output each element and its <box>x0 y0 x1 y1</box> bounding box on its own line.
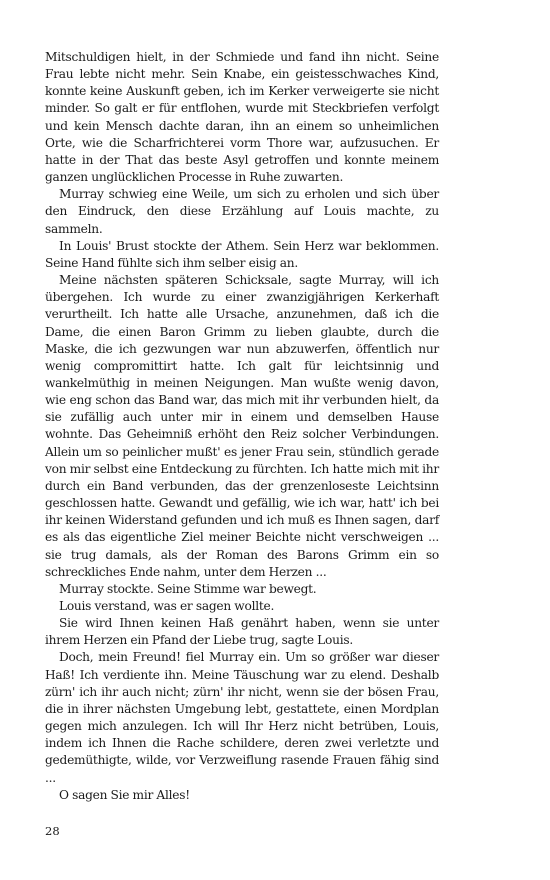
paragraph: Louis verstand, was er sagen wollte. <box>59 599 275 613</box>
paragraph: O sagen Sie mir Alles! <box>59 787 190 802</box>
body-text <box>45 49 439 804</box>
paragraph: Sie wird Ihnen keinen Haß genährt haben, wenn sie unter ihrem Herzen ein Pfand der Liebe trug, sagte Louis. <box>45 616 439 648</box>
paragraph: Doch, mein Freund! fiel Murray ein. Um so größer war dieser Haß! Ich verdiente ihn. Meine Täuschung war zu elend. Deshalb zürn' ich ihr auch nicht; zürn' ihr nicht, wenn sie der bösen Frau, die in ihrer nächsten Umgebung lebt, gestattete, einen Mordplan gegen mich anzulegen. Ich will Ihr Herz nicht betrüben, Louis, indem ich Ihnen die Rache schildere, deren zwei verletzte und gedemüthigte, wilde, vor Verzweiflung rasende Frauen fähig sind ... <box>45 650 439 785</box>
paragraph: Murray stockte. Seine Stimme war bewegt. <box>59 581 317 596</box>
paragraph: Meine nächsten späteren Schicksale, sagte Murray, will ich übergehen. Ich wurde zu einer zwanzigjährigen Kerkerhaft verurtheilt. Ich hatte alle Ursache, anzunehmen, daß ich die Dame, die einen Baron Grimm zu lieben glaubte, durch die Maske, die ich gezwungen war nun abzuwerfen, öffentlich nur wenig compromittirt hatte. Ich galt für leichtsinnig und wankelmüthig in meinen Neigungen. Man wußte wenig davon, wie eng schon das Band war, das mich mit ihr verbunden hielt, da sie zufällig auch unter mir in einem und demselben Hause wohnte. Das Geheimniß erhöht den Reiz solcher Verbindungen. Allein um so peinlicher mußt' es jener Frau sein, stündlich gerade von mir selbst eine Entdeckung zu fürchten. Ich hatte mich mit ihr durch ein Band verbunden, das der grenzenloseste Leichtsinn geschlossen hatte. Gewandt und gefällig, wie ich war, hatt' ich bei ihr keinen Widerstand gefunden und ich muß es Ihnen sagen, darf es als das eigentliche Ziel meiner Beichte nicht verschweigen ... sie trug damals, als der Roman des Barons Grimm ein so schreckliches Ende nahm, unter dem Herzen ... <box>45 273 439 579</box>
paragraph: In Louis' Brust stockte der Athem. Sein Herz war beklommen. Seine Hand fühlte sich ihm selber eisig an. <box>45 238 439 270</box>
paragraph: Mitschuldigen hielt, in der Schmiede und fand ihn nicht. Seine Frau lebte nicht mehr. Sein Knabe, ein geistesschwaches Kind, konnte keine Auskunft geben, ich im Kerker verweigerte sie nicht minder. So galt er für entflohen, wurde mit Steckbriefen verfolgt und kein Mensch dachte daran, ihn an einem so unheimlichen Orte, wie die Scharfrichterei vorm Thore war, aufzusuchen. Er hatte in der That das beste Asyl getroffen und konnte meinem ganzen unglücklichen Processe in Ruhe zuwarten. <box>45 50 439 185</box>
paragraph: Murray schwieg eine Weile, um sich zu erholen und sich über den Eindruck, den diese Erzählung auf Louis machte, zu sammeln. <box>45 187 439 236</box>
page-number: 28 <box>45 824 60 838</box>
